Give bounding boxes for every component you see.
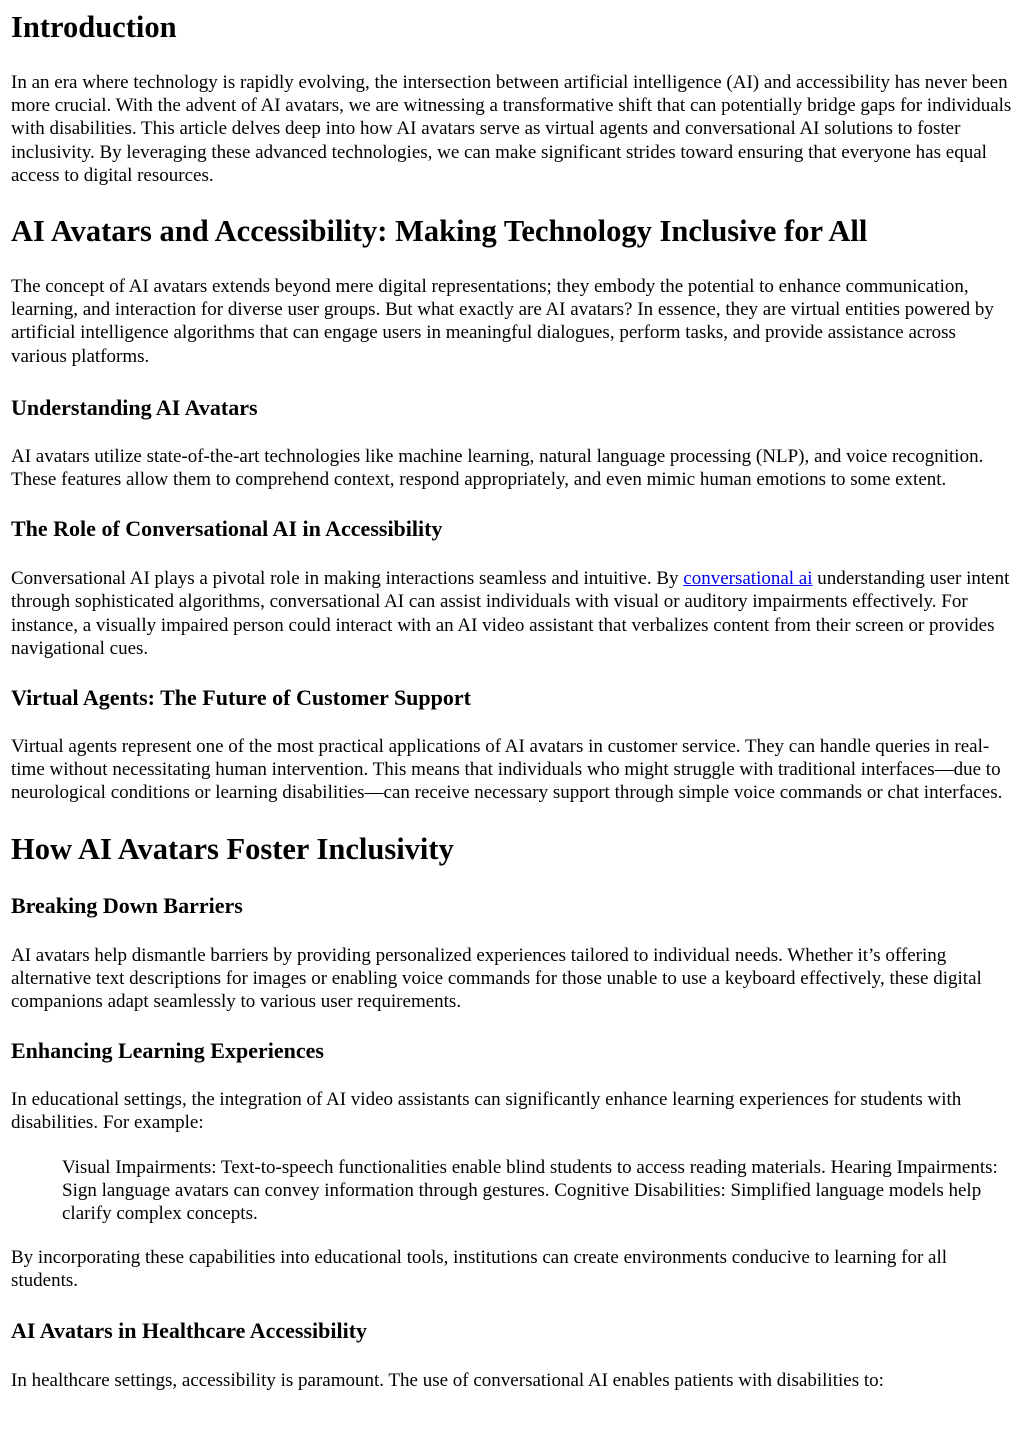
- healthcare-heading: AI Avatars in Healthcare Accessibility: [11, 1317, 368, 1343]
- learning-paragraph: In educational settings, the integration of AI video assistants can significantly enhance learning experiences for students with disabilities. For example:: [11, 1089, 962, 1134]
- virtual-agents-heading: Virtual Agents: The Future of Customer Support: [11, 685, 471, 711]
- role-paragraph-start: Conversational AI plays a pivotal role in making interactions seamless and intuitive. By: [11, 568, 684, 590]
- learning-quote: Visual Impairments: Text-to-speech functionalities enable blind students to access reading materials. Hearing Impairments: Sign language avatars can convey information through gestures. Cognitive Disabilities: Simplified language models help clarify complex concepts.: [62, 1156, 998, 1225]
- breaking-barriers-paragraph: AI avatars help dismantle barriers by providing personalized experiences tailored to individual needs. Whether it’s offering alternative text descriptions for images or enabling voice commands for those unable to use a keyboard effectively, these digital companions adapt seamlessly to various user requirements.: [11, 944, 982, 1013]
- breaking-barriers-heading: Breaking Down Barriers: [11, 892, 243, 918]
- introduction-paragraph: In an era where technology is rapidly evolving, the intersection between artificial intelligence (AI) and accessibility has never been more crucial. With the advent of AI avatars, we are witnessing a transformative shift that can potentially bridge gaps for individuals with disabilities. This article delves deep into how AI avatars serve as virtual agents and conversational AI solutions to foster inclusivity. By leveraging these advanced technologies, we can make significant strides toward ensuring that everyone has equal access to digital resources.: [11, 72, 1012, 186]
- conversational-ai-link[interactable]: conversational ai: [683, 568, 813, 590]
- main-paragraph: The concept of AI avatars extends beyond mere digital representations; they embody the potential to enhance communication, learning, and interaction for diverse user groups. But what exactly are AI avatars? In essence, they are virtual entities powered by artificial intelligence algorithms that can engage users in meaningful dialogues, perform tasks, and provide assistance across various platforms.: [11, 276, 994, 367]
- article: [0, 9, 1024, 1392]
- foster-inclusivity-heading: How AI Avatars Foster Inclusivity: [11, 831, 454, 866]
- understanding-heading: Understanding AI Avatars: [11, 394, 258, 420]
- understanding-paragraph: AI avatars utilize state-of-the-art technologies like machine learning, natural language processing (NLP), and voice recognition. These features allow them to comprehend context, respond appropriately, and even mimic human emotions to some extent.: [11, 445, 984, 491]
- introduction-heading: Introduction: [11, 10, 177, 44]
- virtual-agents-paragraph: Virtual agents represent one of the most practical applications of AI avatars in customer service. They can handle queries in real-time without necessitating human intervention. This means that individuals who might struggle with traditional interfaces—due to neurological conditions or learning disabilities—can receive necessary support through simple voice commands or chat interfaces.: [11, 736, 1003, 804]
- healthcare-paragraph: In healthcare settings, accessibility is paramount. The use of conversational AI enables patients with disabilities to:: [11, 1369, 884, 1391]
- role-heading: The Role of Conversational AI in Accessibility: [11, 516, 443, 542]
- main-heading: AI Avatars and Accessibility: Making Technology Inclusive for All: [11, 214, 868, 249]
- role-paragraph-end: understanding user intent through sophisticated algorithms, conversational AI can assist individuals with visual or auditory impairments effectively. For instance, a visually impaired person could interact with an AI video assistant that verbalizes content from their screen or provides navigational cues.: [11, 568, 1010, 659]
- learning-paragraph-2: By incorporating these capabilities into educational tools, institutions can create environments conducive to learning for all students.: [11, 1247, 948, 1292]
- role-paragraph: [11, 567, 1014, 660]
- learning-heading: Enhancing Learning Experiences: [11, 1038, 324, 1064]
